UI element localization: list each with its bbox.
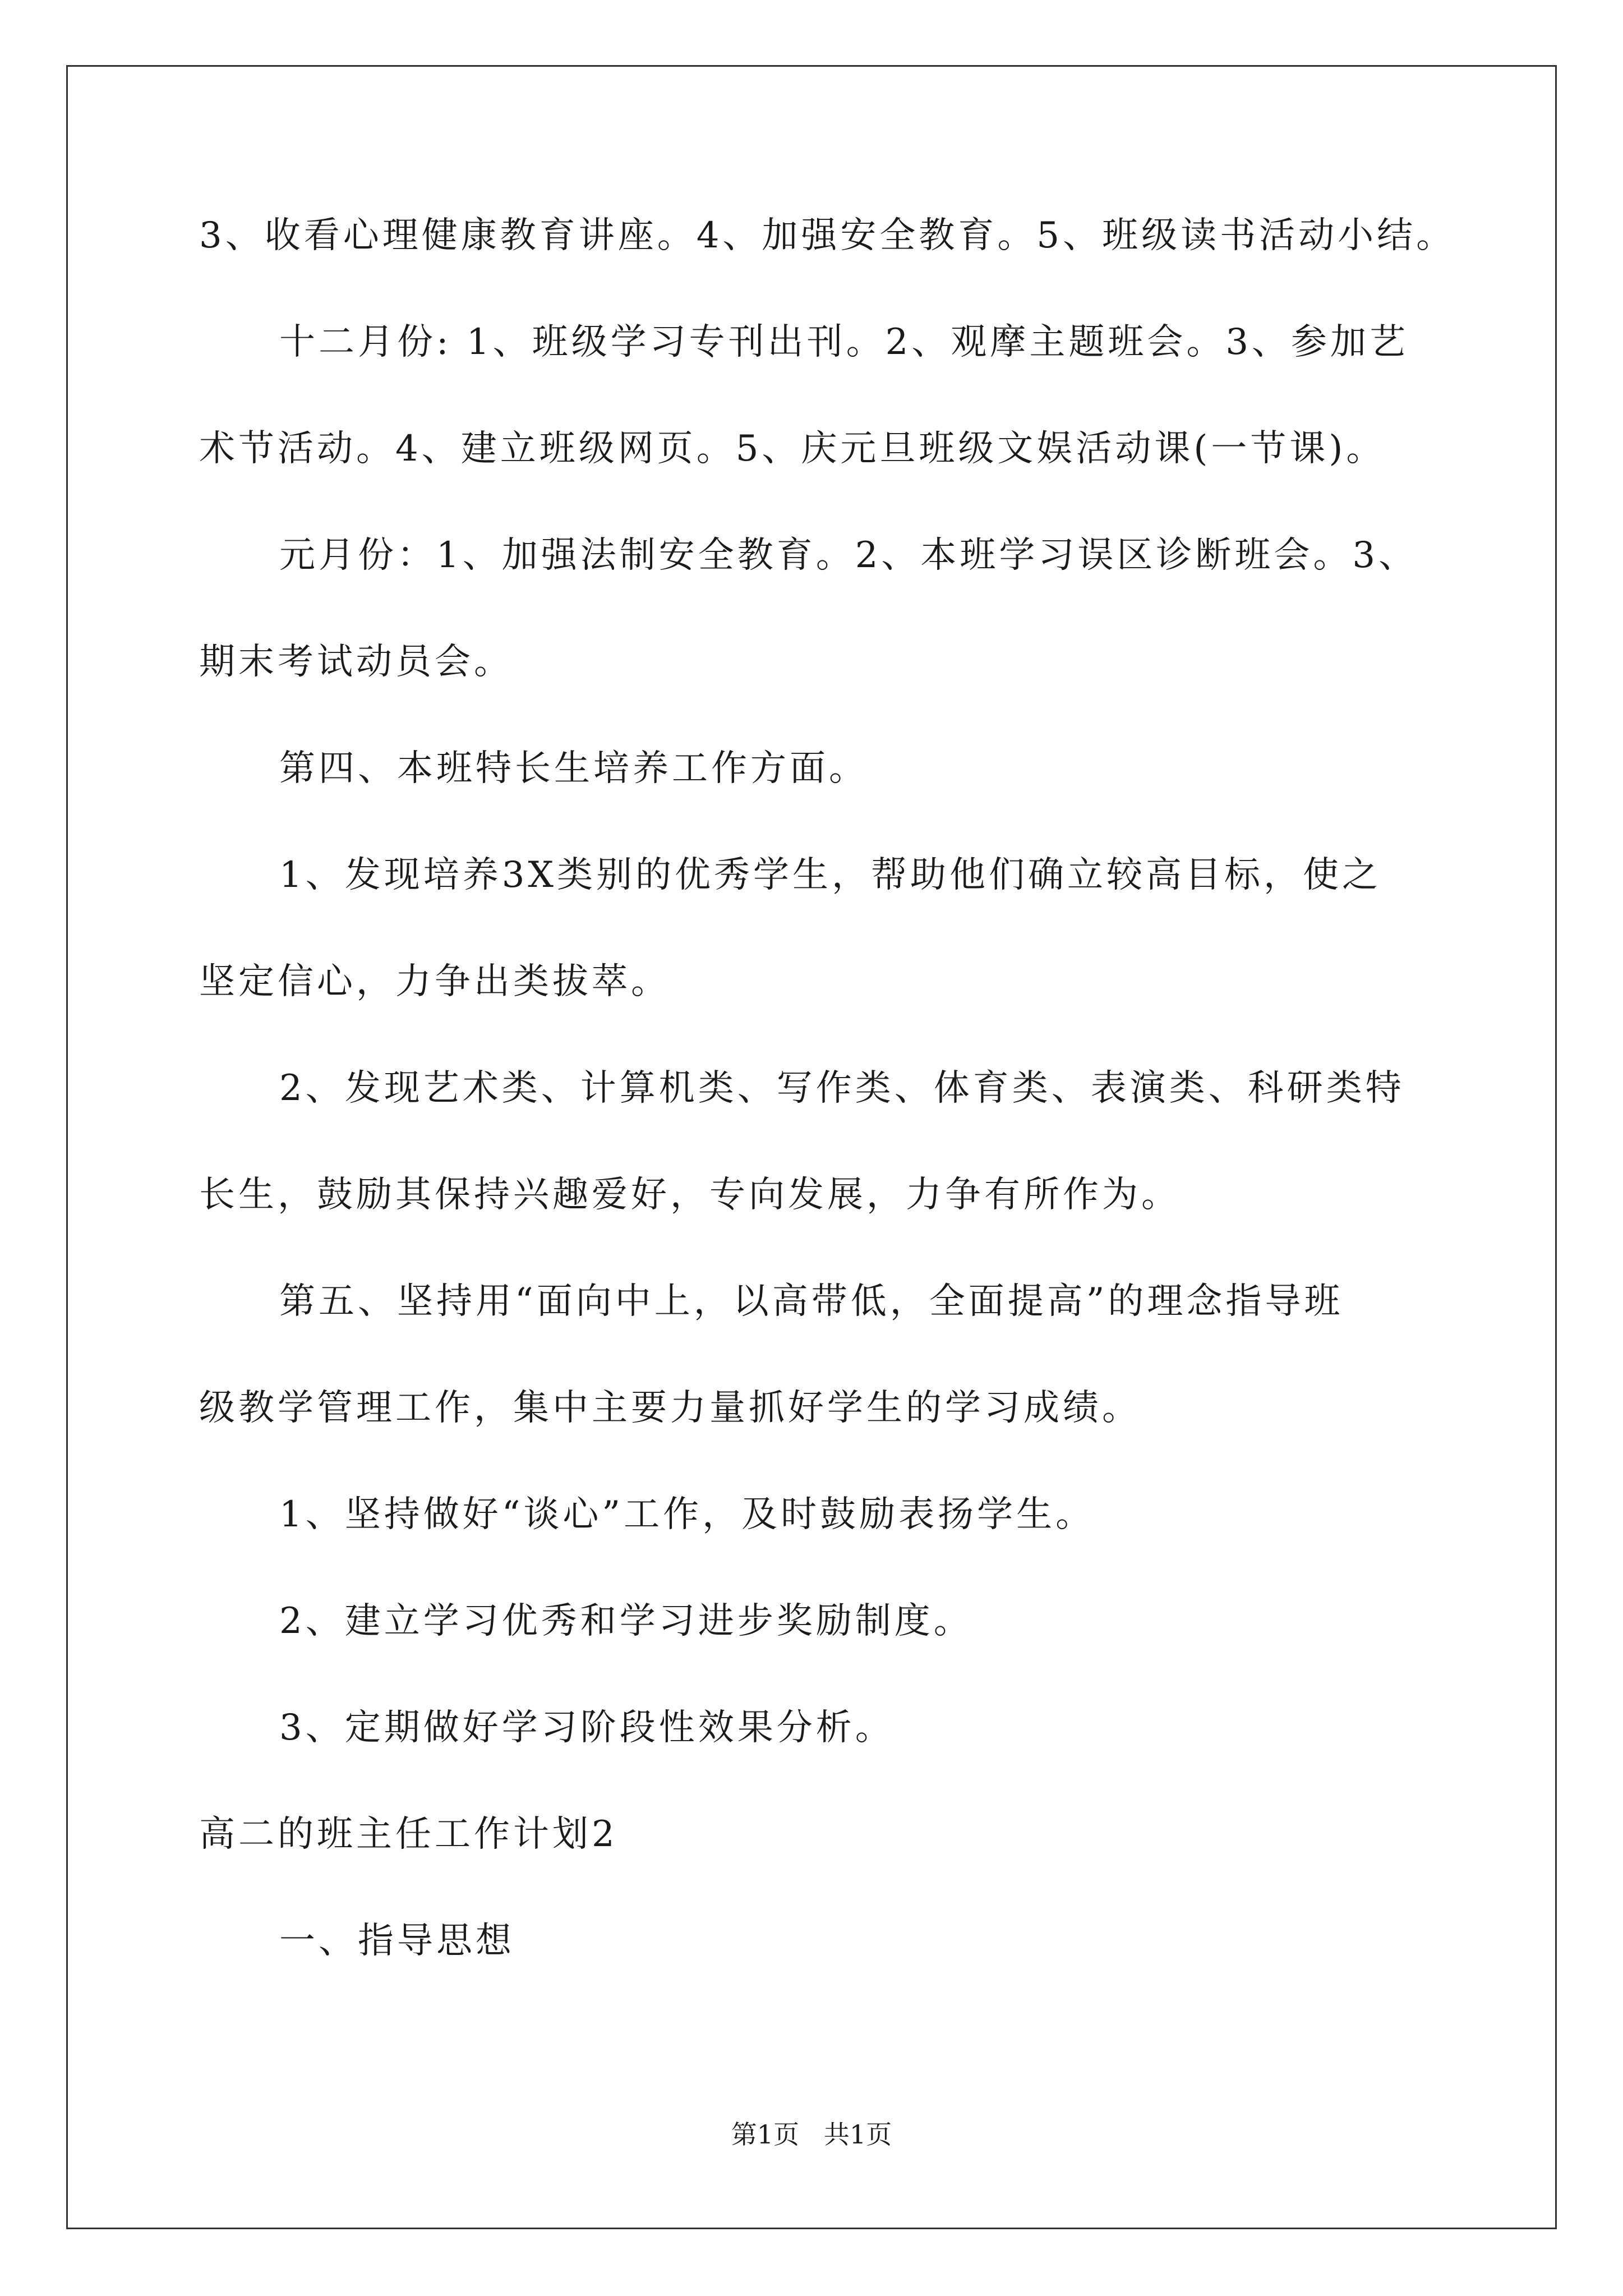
paragraph-line: 坚定信心，力争出类拔萃。 bbox=[199, 961, 670, 1002]
paragraph-line: 级教学管理工作，集中主要力量抓好学生的学习成绩。 bbox=[199, 1387, 1141, 1429]
page-footer: 第1页 共1页 bbox=[731, 2119, 892, 2150]
paragraph-line: 2、建立学习优秀和学习进步奖励制度。 bbox=[279, 1600, 973, 1642]
paragraph-line: 1、发现培养3X类别的优秀学生，帮助他们确立较高目标，使之 bbox=[279, 854, 1381, 896]
paragraph-line: 长生，鼓励其保持兴趣爱好，专向发展，力争有所作为。 bbox=[199, 1174, 1181, 1216]
paragraph-line: 术节活动。4、建立班级网页。5、庆元旦班级文娱活动课(一节课)。 bbox=[199, 428, 1386, 470]
paragraph-line: 十二月份: 1、班级学习专刊出刊。2、观摩主题班会。3、参加艺 bbox=[279, 321, 1409, 363]
paragraph-line: 元月份：1、加强法制安全教育。2、本班学习误区诊断班会。3、 bbox=[279, 535, 1418, 576]
paragraph-line: 1、坚持做好“谈心”工作，及时鼓励表扬学生。 bbox=[279, 1494, 1095, 1535]
paragraph-line: 3、定期做好学习阶段性效果分析。 bbox=[279, 1707, 895, 1749]
paragraph-line: 期末考试动员会。 bbox=[199, 641, 513, 683]
section-heading: 一、指导思想 bbox=[279, 1920, 515, 1962]
document-title: 高二的班主任工作计划2 bbox=[199, 1814, 618, 1855]
paragraph-line: 2、发现艺术类、计算机类、写作类、体育类、表演类、科研类特 bbox=[279, 1068, 1405, 1109]
section-heading: 第五、坚持用“面向中上，以高带低，全面提高”的理念指导班 bbox=[279, 1281, 1344, 1322]
section-heading: 第四、本班特长生培养工作方面。 bbox=[279, 748, 868, 789]
paragraph-line: 3、收看心理健康教育讲座。4、加强安全教育。5、班级读书活动小结。 bbox=[199, 215, 1456, 256]
page-border bbox=[66, 65, 1557, 2229]
